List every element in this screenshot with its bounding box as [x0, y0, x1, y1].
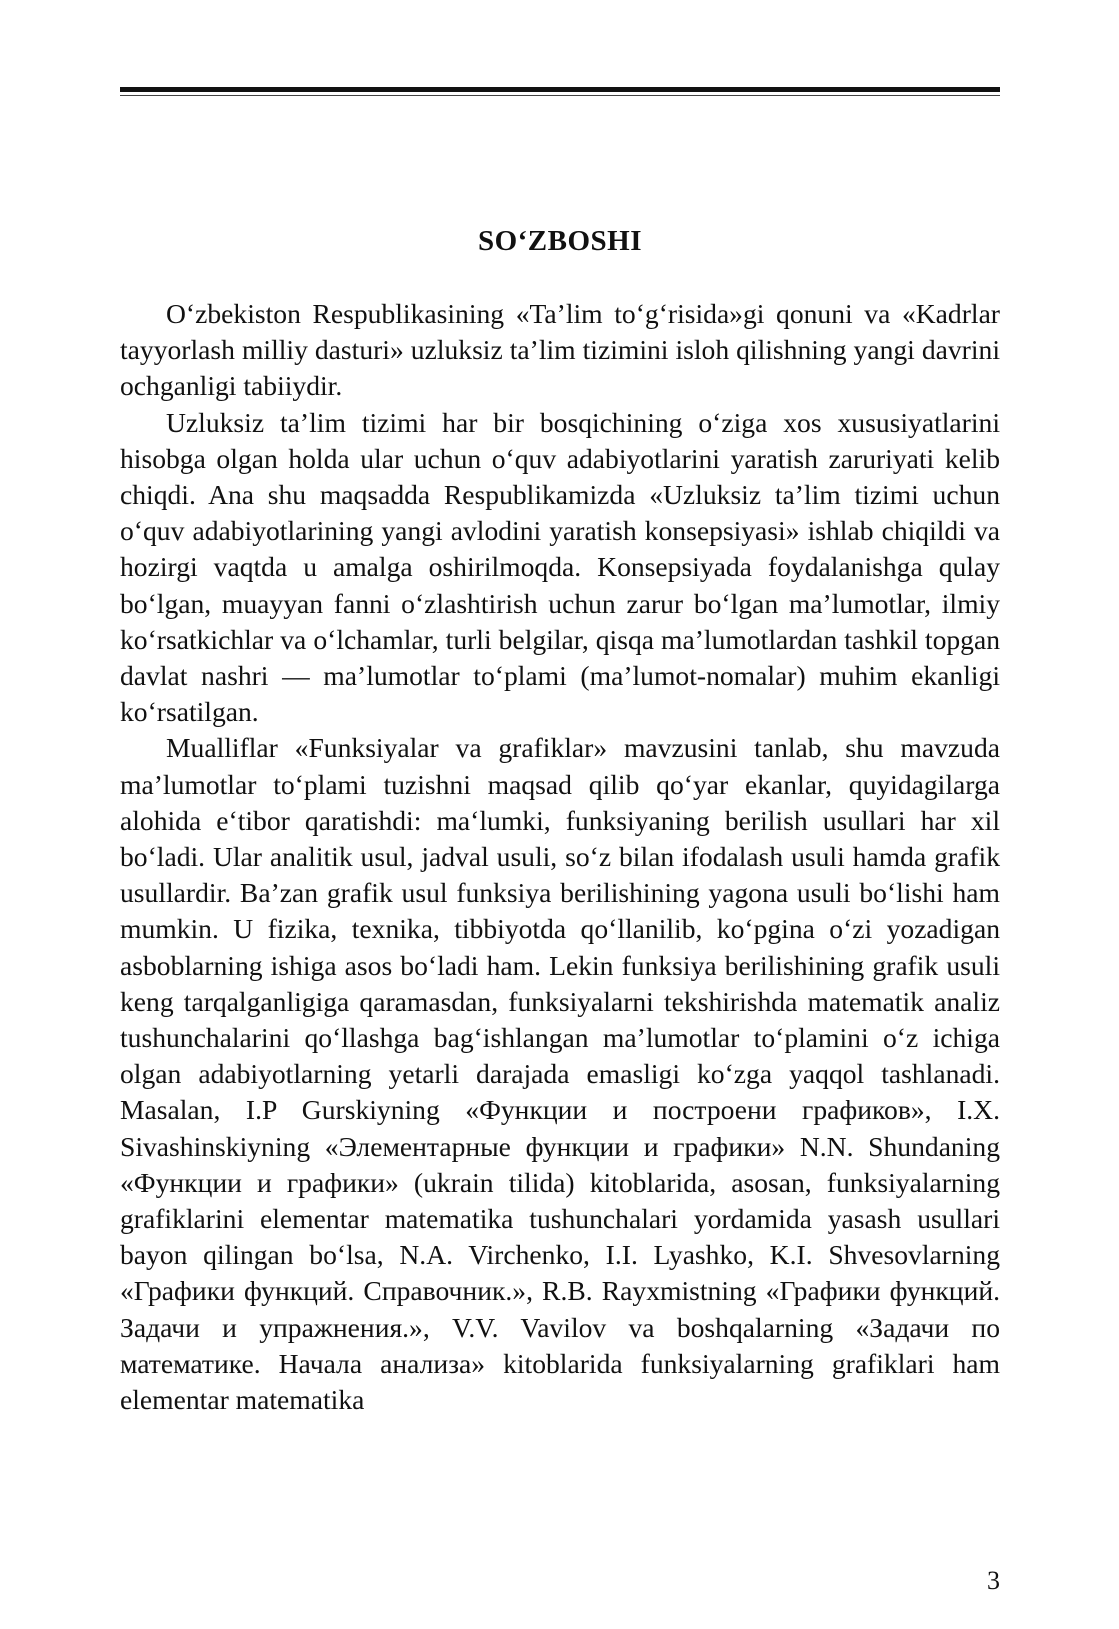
paragraph-3: Mualliflar «Funksiyalar va grafiklar» mavzusini tanlab, shu mavzuda ma’lumotlar to‘plami tuzishni maqsad qilib qo‘yar ekanlar, quyidagilarga alohida e‘tibor qaratishdi: ma‘lumki, funksiyaning berilish usullari har xil bo‘ladi. Ular analitik usul, jadval usuli, so‘z bilan ifodalash usuli hamda grafik usullardir. Ba’zan grafik usul funksiya berilishining yagona usuli bo‘lishi ham mumkin. U fizika, texnika, tibbiyotda qo‘llanilib, ko‘pgina o‘zi yozadigan asboblarning ishiga asos bo‘ladi ham. Lekin funksiya berilishining grafik usuli keng tarqalganligiga qaramasdan, funksiyalarni tekshirishda matematik analiz tushunchalarini qo‘llashga bag‘ishlangan ma’lumotlar to‘plamini o‘z ichiga olgan adabiyotlarning yetarli darajada emasligi ko‘zga yaqqol tashlanadi. Masalan, I.P Gurskiyning «Функции и построени графиков», I.X. Sivashinskiyning «Элементарные функции и графики» N.N. Shundaning «Функции и графики» (ukrain tilida) kitoblarida, asosan, funksiyalarning grafiklarini elementar matematika tushunchalari yordamida yasash usullari bayon qilingan bo‘lsa, N.A. Virchenko, I.I. Lyashko, K.I. Shvesovlarning «Графики функций. Справочник.», R.B. Rayxmistning «Графики функций. Задачи и упражнения.», V.V. Vavilov va boshqalarning «Задачи по математике. Начала анализа» kitoblarida funksiyalarning grafiklari ham elementar matematika — [120, 732, 1000, 1416]
page-number: 3 — [987, 1566, 1000, 1595]
header-rule — [120, 87, 1000, 92]
paragraph-2: Uzluksiz ta’lim tizimi har bir bosqichining o‘ziga xos xususiyatlarini hisobga olgan holda ular uchun o‘quv adabiyotlarini yaratish zaruriyati kelib chiqdi. Ana shu maqsadda Respublikamizda «Uzluksiz ta’lim tizimi uchun o‘quv adabiyotlarining yangi avlodini yaratish konsepsiyasi» ishlab chiqildi va hozirgi vaqtda u amalga oshirilmoqda. Konsepsiyada foydalanishga qulay bo‘lgan, muayyan fanni o‘zlashtirish uchun zarur bo‘lgan ma’lumotlar, ilmiy ko‘rsatkichlar va o‘lchamlar, turli belgilar, qisqa ma’lumotlardan tashkil topgan davlat nashri — ma’lumotlar to‘plami (ma’lumot-nomalar) muhim ekanligi ko‘rsatilgan. — [120, 406, 1000, 728]
page-title: SO‘ZBOSHI — [477, 225, 643, 257]
body-text — [120, 296, 1000, 1418]
header-rule-thin — [120, 95, 1000, 96]
paragraph-1: O‘zbekiston Respublikasining «Ta’lim to‘g‘risida»gi qonuni va «Kadrlar tayyorlash milliy dasturi» uzluksiz ta’lim tizimini isloh qilishning yangi davrini ochganligi tabiiydir. — [120, 298, 1000, 402]
